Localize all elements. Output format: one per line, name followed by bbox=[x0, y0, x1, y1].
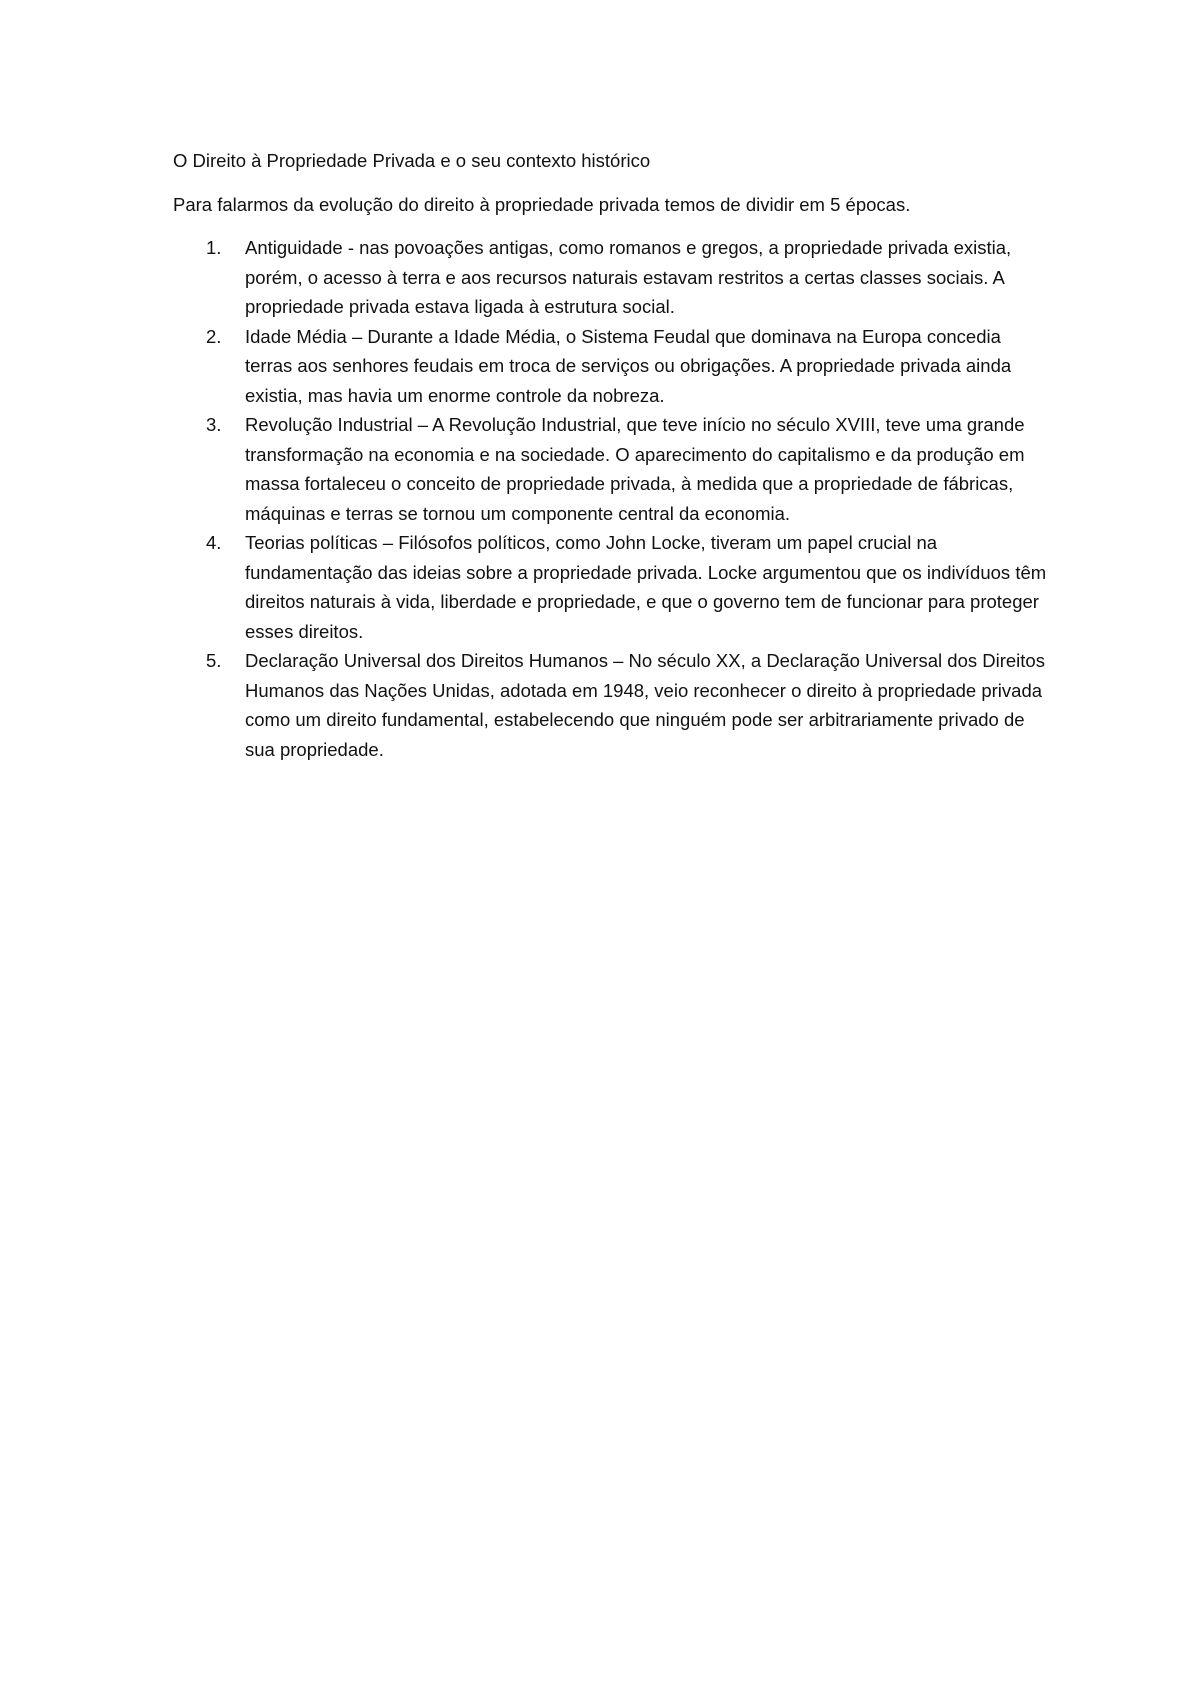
list-item-number: 2. bbox=[206, 325, 222, 347]
list-item-text: Idade Média – Durante a Idade Média, o Sistema Feudal que dominava na Europa concedia terras aos senhores feudais em troca de serviços ou obrigações. A propriedade privada ainda existia, mas havia um enorme controle da nobreza. bbox=[245, 325, 1012, 406]
list-item-number: 3. bbox=[206, 414, 222, 435]
epochs-list bbox=[173, 233, 1053, 764]
list-item-number: 5. bbox=[206, 650, 222, 671]
list-item-text: Teorias políticas – Filósofos políticos, como John Locke, tiveram um papel crucial na fundamentação das ideias sobre a propriedade privada. Locke argumentou que os indivíduos têm direitos naturais à vida, liberdade e propriedade, e que o governo tem de funcionar para proteger esses direitos. bbox=[245, 532, 1047, 642]
list-item bbox=[173, 233, 1053, 322]
document-body bbox=[173, 146, 1053, 764]
list-item-text: Revolução Industrial – A Revolução Industrial, que teve início no século XVIII, teve uma grande transformação na economia e na sociedade. O aparecimento do capitalismo e da produção em massa fortaleceu o conceito de propriedade privada, à medida que a propriedade de fábricas, máquinas e terras se tornou um componente central da economia. bbox=[245, 414, 1025, 524]
list-item-number: 4. bbox=[206, 532, 222, 553]
list-item-number: 1. bbox=[206, 237, 222, 258]
intro-paragraph: Para falarmos da evolução do direito à propriedade privada temos de dividir em 5 épocas. bbox=[173, 193, 911, 215]
list-item-text: Declaração Universal dos Direitos Humanos – No século XX, a Declaração Universal dos Direitos Humanos das Nações Unidas, adotada em 1948, veio reconhecer o direito à propriedade privada como um direito fundamental, estabelecendo que ninguém pode ser arbitrariamente privado de sua propriedade. bbox=[245, 650, 1045, 760]
list-item bbox=[173, 528, 1053, 646]
document-title: O Direito à Propriedade Privada e o seu contexto histórico bbox=[173, 150, 651, 171]
list-item bbox=[173, 410, 1053, 528]
list-item-text: Antiguidade - nas povoações antigas, como romanos e gregos, a propriedade privada existia, porém, o acesso à terra e aos recursos naturais estavam restritos a certas classes sociais. A propriedade privada estava ligada à estrutura social. bbox=[245, 237, 1012, 317]
list-item bbox=[173, 322, 1053, 411]
list-item bbox=[173, 646, 1053, 764]
